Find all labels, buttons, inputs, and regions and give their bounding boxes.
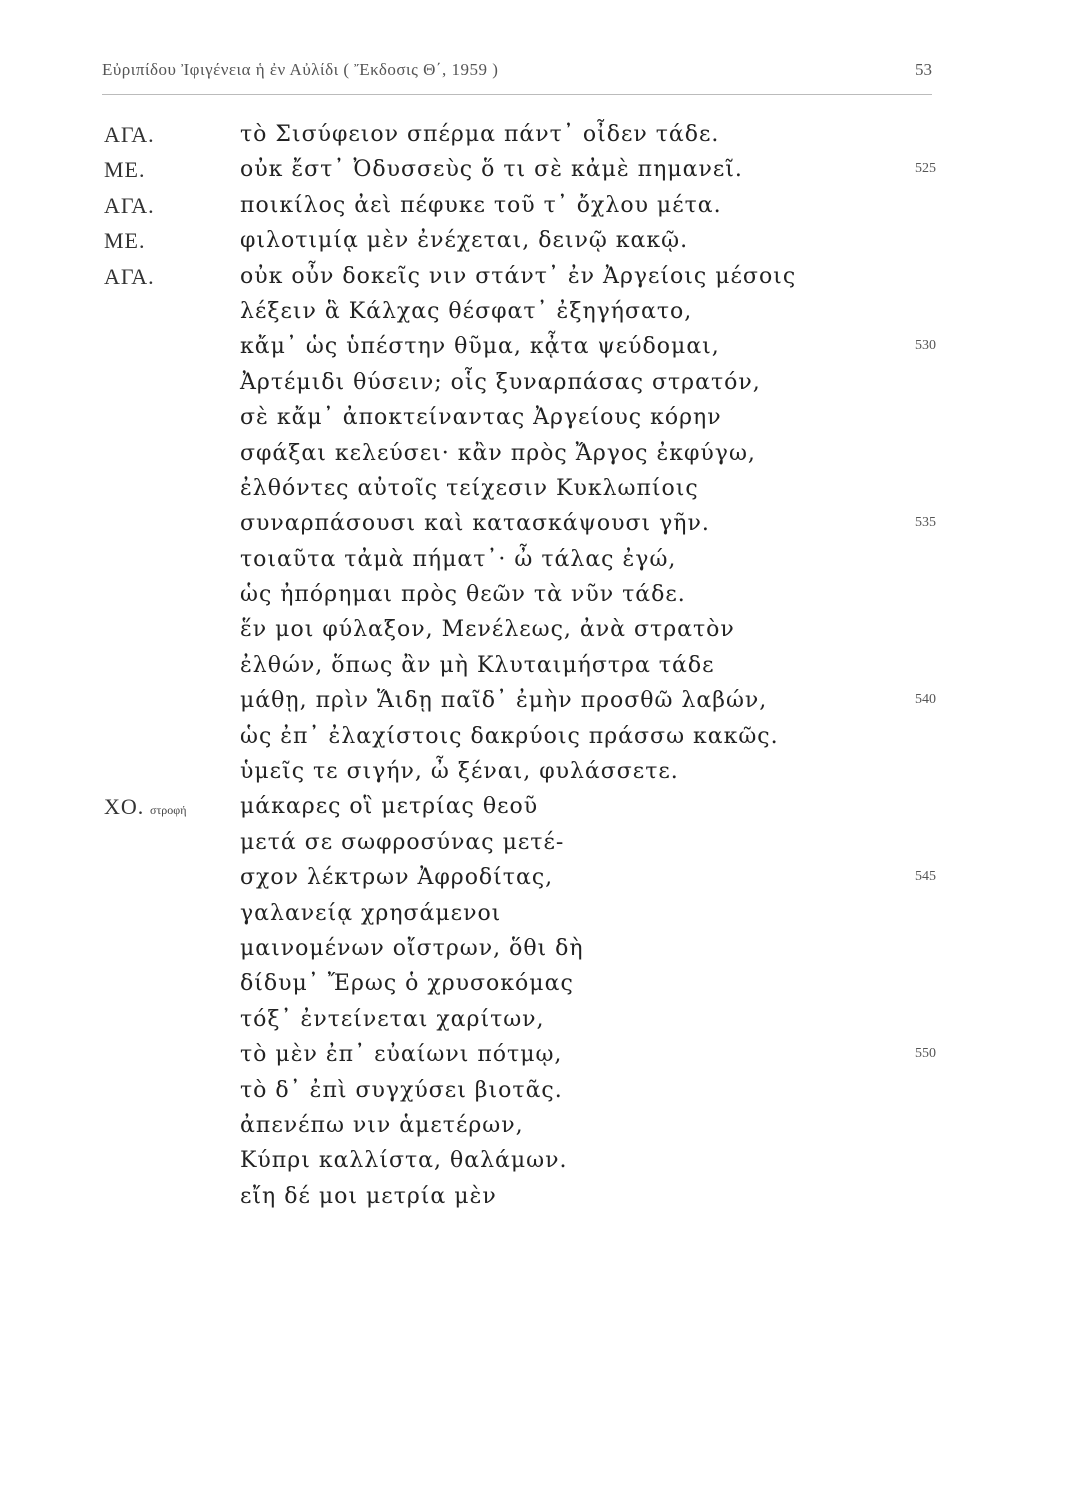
- line-number: 550: [915, 1046, 936, 1062]
- line-number: 525: [915, 161, 936, 177]
- speaker-label: ΜΕ.: [104, 157, 146, 183]
- verse-text: ὡς ἐπ᾽ ἐλαχίστοις δακρύοις πράσσω κακῶς.: [240, 723, 779, 749]
- verse-line: [0, 617, 1071, 652]
- line-number: 530: [915, 338, 936, 354]
- verse-text: Κύπρι καλλίστα, θαλάμων.: [240, 1148, 568, 1174]
- verse-line: [0, 1184, 1071, 1219]
- verse-line: [0, 193, 1071, 228]
- verse-text: μάκαρες οἳ μετρίας θεοῦ: [240, 794, 539, 820]
- verse-text: φιλοτιμίᾳ μὲν ἐνέχεται, δεινῷ κακῷ.: [240, 228, 689, 254]
- verse-text: ὡς ἠπόρημαι πρὸς θεῶν τὰ νῦν τάδε.: [240, 582, 686, 608]
- page-number: 53: [915, 60, 932, 79]
- speaker-label: ΑΓΑ.: [104, 263, 155, 289]
- verse-line: [0, 901, 1071, 936]
- verse-line: [0, 724, 1071, 759]
- verse-text: σχον λέκτρων Ἀφροδίτας,: [240, 865, 554, 891]
- verse-line: [0, 936, 1071, 971]
- verse-text: δίδυμ᾽ Ἔρως ὁ χρυσοκόμας: [240, 971, 574, 997]
- verse-text: τὸ δ᾽ ἐπὶ συγχύσει βιοτᾶς.: [240, 1077, 563, 1103]
- verse-line: [0, 1042, 1071, 1077]
- verse-line: [0, 511, 1071, 546]
- verse-line: [0, 759, 1071, 794]
- verse-line: [0, 370, 1071, 405]
- verse-line: [0, 1007, 1071, 1042]
- speaker-label: ΧΟ.: [104, 794, 145, 820]
- stage-note: στροφή: [150, 803, 187, 818]
- verse-line: [0, 1148, 1071, 1183]
- verse-line: [0, 830, 1071, 865]
- verse-line: [0, 405, 1071, 440]
- verse-line: [0, 865, 1071, 900]
- verse-text: μετά σε σωφροσύνας μετέ-: [240, 829, 565, 855]
- verse-text: εἴη δέ μοι μετρία μὲν: [240, 1183, 497, 1209]
- verse-line: [0, 122, 1071, 157]
- verse-line: [0, 441, 1071, 476]
- verse-text: ἕν μοι φύλαξον, Μενέλεως, ἀνὰ στρατὸν: [240, 617, 735, 643]
- verse-text: ἀπενέπω νιν ἁμετέρων,: [240, 1112, 524, 1138]
- verse-text: Ἀρτέμιδι θύσειν; οἷς ξυναρπάσας στρατόν,: [240, 369, 761, 395]
- line-number: 545: [915, 869, 936, 885]
- verse-text: σφάξαι κελεύσει· κἂν πρὸς Ἄργος ἐκφύγω,: [240, 440, 756, 466]
- verse-text: τόξ᾽ ἐντείνεται χαρίτων,: [240, 1006, 545, 1032]
- verse-line: [0, 334, 1071, 369]
- speaker-label: ΜΕ.: [104, 228, 146, 254]
- verse-line: [0, 228, 1071, 263]
- verse-text: τὸ μὲν ἐπ᾽ εὐαίωνι πότμῳ,: [240, 1042, 563, 1068]
- verse-text: σὲ κἄμ᾽ ἀποκτείναντας Ἀργείους κόρην: [240, 405, 722, 431]
- verse-text: ποικίλος ἀεὶ πέφυκε τοῦ τ᾽ ὄχλου μέτα.: [240, 192, 722, 218]
- verse-line: [0, 971, 1071, 1006]
- verse-line: [0, 299, 1071, 334]
- verse-text: τοιαῦτα τἀμὰ πήματ᾽· ὦ τάλας ἐγώ,: [240, 546, 677, 572]
- verse-line: [0, 264, 1071, 299]
- verse-line: [0, 1113, 1071, 1148]
- verse-line: [0, 476, 1071, 511]
- verse-text: οὐκ οὖν δοκεῖς νιν στάντ᾽ ἐν Ἀργείοις μέσοις: [240, 263, 797, 289]
- verse-line: [0, 1078, 1071, 1113]
- verse-text: ἐλθόντες αὐτοῖς τείχεσιν Κυκλωπίοις: [240, 475, 699, 501]
- verse-text: μαινομένων οἴστρων, ὅθι δὴ: [240, 935, 584, 961]
- line-number: 540: [915, 692, 936, 708]
- verse-line: [0, 547, 1071, 582]
- verse-line: [0, 157, 1071, 192]
- running-title: Εὐριπίδου Ἰφιγένεια ἡ ἐν Αὐλίδι ( Ἔκδοσις Θ΄, 1959 ): [102, 60, 499, 79]
- verse-text: μάθῃ, πρὶν Ἅιδῃ παῖδ᾽ ἐμὴν προσθῶ λαβών,: [240, 688, 768, 714]
- line-number: 535: [915, 515, 936, 531]
- speaker-label: ΑΓΑ.: [104, 122, 155, 147]
- verse-line: [0, 582, 1071, 617]
- verse-text: οὐκ ἔστ᾽ Ὀδυσσεὺς ὅ τι σὲ κἀμὲ πημανεῖ.: [240, 157, 743, 183]
- verse-text: συναρπάσουσι καὶ κατασκάψουσι γῆν.: [240, 511, 710, 537]
- verse-text: ἐλθών, ὅπως ἂν μὴ Κλυταιμήστρα τάδε: [240, 652, 715, 678]
- speaker-label: ΑΓΑ.: [104, 192, 155, 218]
- verse-block: [0, 122, 1071, 1219]
- verse-text: ὑμεῖς τε σιγήν, ὦ ξέναι, φυλάσσετε.: [240, 759, 679, 785]
- verse-line: [0, 653, 1071, 688]
- verse-text: κἄμ᾽ ὡς ὑπέστην θῦμα, κᾆτα ψεύδομαι,: [240, 334, 720, 360]
- verse-text: γαλανείᾳ χρησάμενοι: [240, 900, 502, 926]
- verse-text: λέξειν ἃ Κάλχας θέσφατ᾽ ἐξηγήσατο,: [240, 298, 693, 324]
- running-head: [102, 58, 932, 95]
- verse-line: [0, 688, 1071, 723]
- verse-line: [0, 794, 1071, 829]
- verse-text: τὸ Σισύφειον σπέρμα πάντ᾽ οἶδεν τάδε.: [240, 122, 720, 147]
